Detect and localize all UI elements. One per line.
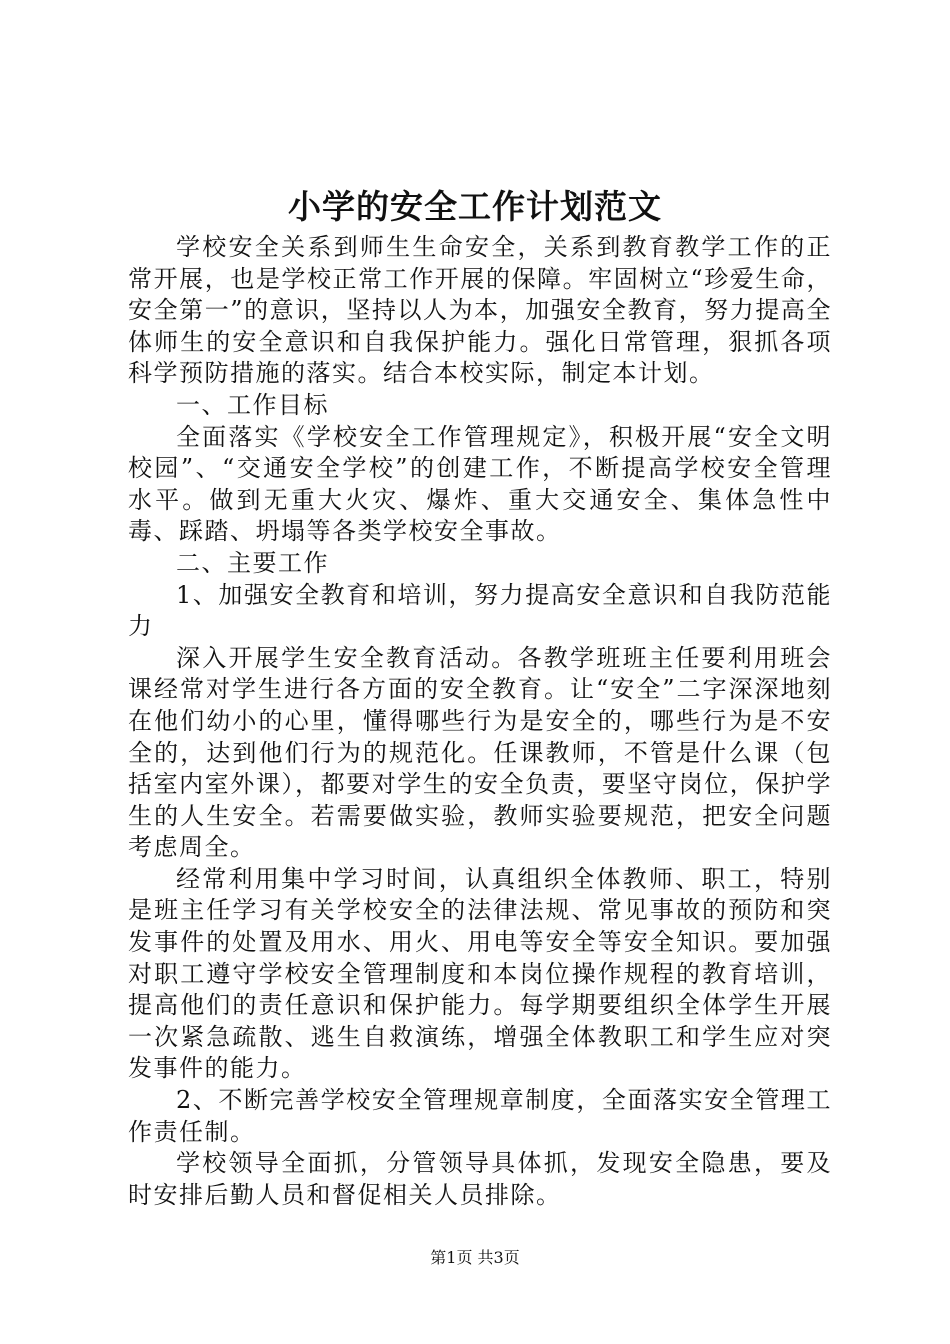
section-heading-main-work: 二、主要工作 (176, 548, 329, 577)
goals-paragraph: 全面落实《学校安全工作管理规定》，积极开展“安全文明校园”、“交通安全学校”的创建工作，不断提高学校安全管理水平。做到无重大火灾、爆炸、重大交通安全、集体急性中毒、踩踏、坍塌等各类学校安全事故。 (128, 422, 832, 546)
document-body (128, 232, 832, 1211)
document-title: 小学的安全工作计划范文 (288, 187, 662, 226)
subheading-rules-responsibility: 2、不断完善学校安全管理规章制度，全面落实安全管理工作责任制。 (128, 1086, 832, 1146)
section-heading-goals: 一、工作目标 (176, 390, 329, 419)
leadership-paragraph: 学校领导全面抓，分管领导具体抓，发现安全隐患，要及时安排后勤人员和督促相关人员排除。 (128, 1149, 832, 1209)
subheading-education-training: 1、加强安全教育和培训，努力提高安全意识和自我防范能力 (128, 580, 832, 641)
staff-training-paragraph: 经常利用集中学习时间，认真组织全体教师、职工，特别是班主任学习有关学校安全的法律法规、常见事故的预防和突发事件的处置及用水、用火、用电等安全等安全知识。要加强对职工遵守学校安全管理制度和本岗位操作规程的教育培训，提高他们的责任意识和保护能力。每学期要组织全体学生开展一次紧急疏散、逃生自救演练，增强全体教职工和学生应对突发事件的能力。 (128, 864, 832, 1083)
intro-paragraph: 学校安全关系到师生生命安全，关系到教育教学工作的正常开展，也是学校正常工作开展的保障。牢固树立“珍爱生命，安全第一”的意识，坚持以人为本，加强安全教育，努力提高全体师生的安全意识和自我保护能力。强化日常管理，狠抓各项科学预防措施的落实。结合本校实际，制定本计划。 (128, 233, 832, 388)
student-education-paragraph: 深入开展学生安全教育活动。各教学班班主任要利用班会课经常对学生进行各方面的安全教育。让“安全”二字深深地刻在他们幼小的心里，懂得哪些行为是安全的，哪些行为是不安全的，达到他们行为的规范化。任课教师，不管是什么课（包括室内室外课），都要对学生的安全负责，要坚守岗位，保护学生的人生安全。若需要做实验，教师实验要规范，把安全问题考虑周全。 (128, 643, 832, 862)
page-number-footer: 第1页 共3页 (430, 1248, 520, 1267)
